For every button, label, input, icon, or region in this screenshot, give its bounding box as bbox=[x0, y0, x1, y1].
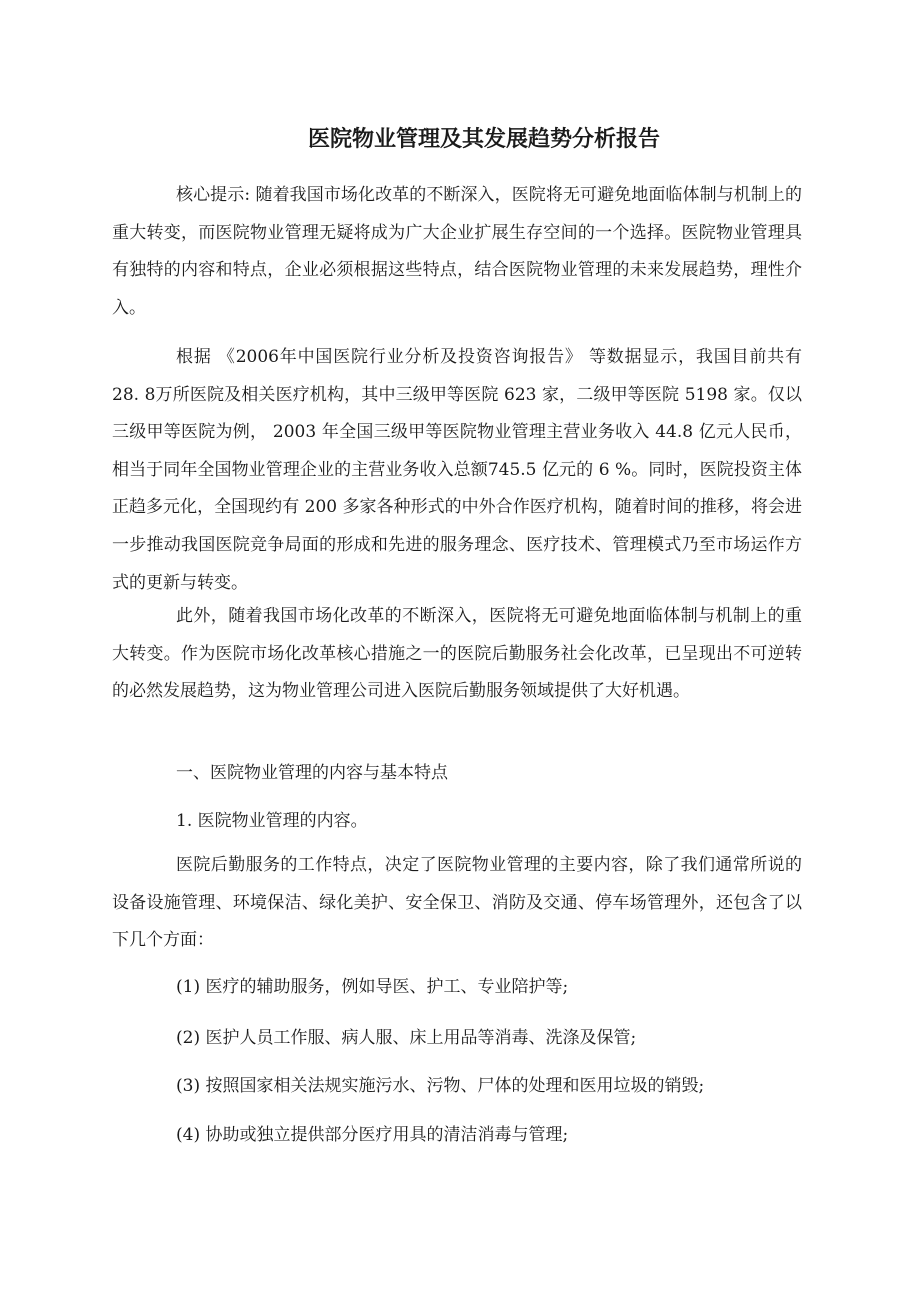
section-heading-1: 一、医院物业管理的内容与基本特点 bbox=[176, 763, 448, 783]
paragraph-statistics: 根据 《2006年中国医院行业分析及投资咨询报告》 等数据显示，我国目前共有 28. 8万所医院及相关医疗机构，其中三级甲等医院 623 家，二级甲等医院 5198 家。仅以三级甲等医院为例， 2003 年全国三级甲等医院物业管理主营业务收入 44.8 亿元人民币，相当于同年全国物业管理企业的主营业务收入总额745.5 亿元的 6 %。同时，医院投资主体正趋多元化，全国现约有 200 多家各种形式的中外合作医疗机构，随着时间的推移，将会进一步推动我国医院竞争局面的形成和先进的服务理念、医疗技术、管理模式乃至市场运作方式的更新与转变。 bbox=[112, 347, 802, 593]
paragraph-reform-opportunity: 此外，随着我国市场化改革的不断深入，医院将无可避免地面临体制与机制上的重大转变。作为医院市场化改革核心措施之一的医院后勤服务社会化改革，已呈现出不可逆转的必然发展趋势，这为物业管理公司进入医院后勤服务领域提供了大好机遇。 bbox=[112, 606, 802, 702]
paragraph-core-summary: 核心提示: 随着我国市场化改革的不断深入，医院将无可避免地面临体制与机制上的重大转变，而医院物业管理无疑将成为广大企业扩展生存空间的一个选择。医院物业管理具有独特的内容和特点，企业必须根据这些特点，结合医院物业管理的未来发展趋势，理性介入。 bbox=[112, 185, 802, 318]
document-title: 医院物业管理及其发展趋势分析报告 bbox=[307, 127, 660, 152]
list-item: (1) 医疗的辅助服务，例如导医、护工、专业陪护等; bbox=[176, 977, 569, 997]
list-item: (2) 医护人员工作服、病人服、床上用品等消毒、洗涤及保管; bbox=[176, 1028, 637, 1048]
subsection-heading-1-1: 1. 医院物业管理的内容。 bbox=[176, 811, 368, 831]
paragraph-management-content: 医院后勤服务的工作特点，决定了医院物业管理的主要内容，除了我们通常所说的设备设施管理、环境保洁、绿化美护、安全保卫、消防及交通、停车场管理外，还包含了以下几个方面： bbox=[112, 855, 802, 951]
list-item: (3) 按照国家相关法规实施污水、污物、尸体的处理和医用垃圾的销毁; bbox=[176, 1076, 705, 1096]
list-item: (4) 协助或独立提供部分医疗用具的清洁消毒与管理; bbox=[176, 1125, 569, 1145]
